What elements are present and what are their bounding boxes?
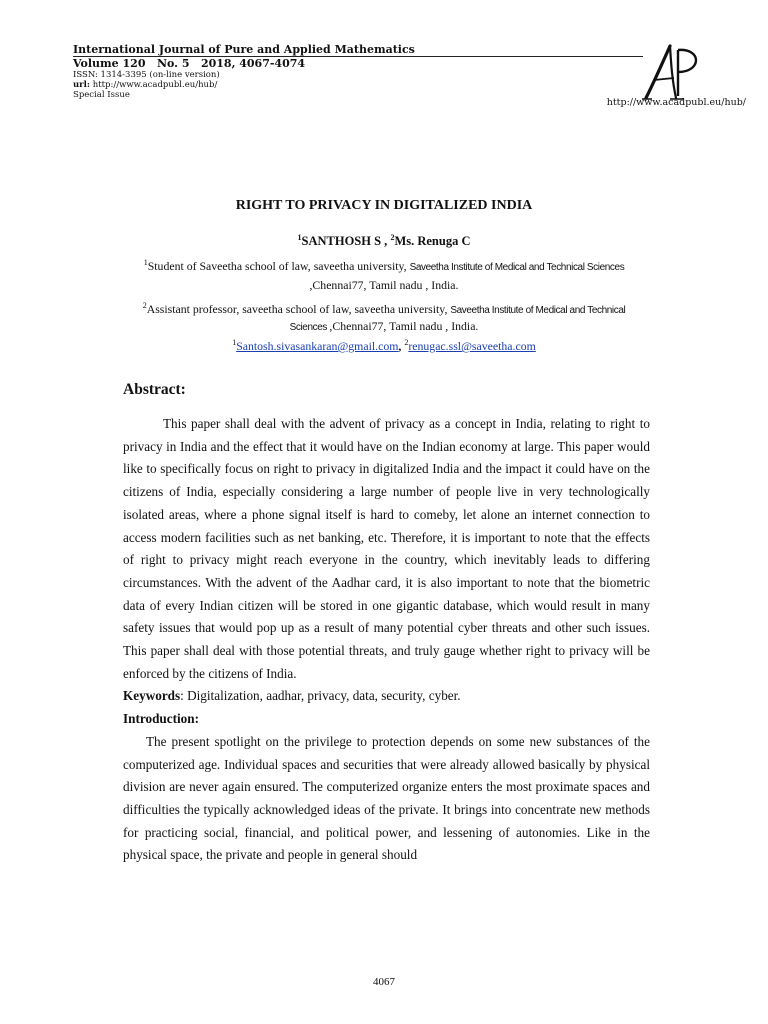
aff2-sup: 2: [142, 301, 147, 310]
email1-link[interactable]: Santosh.sivasankaran@gmail.com: [236, 338, 399, 353]
aff1-text: Student of Saveetha school of law, saveetha university,: [147, 258, 410, 273]
aff1-sup: 1: [143, 258, 148, 267]
publisher-logo-icon: [640, 42, 704, 102]
aff2-city: ,Chennai77, Tamil nadu , India.: [329, 319, 479, 333]
email2-sup: 2: [404, 338, 409, 347]
email-separator: ,: [398, 338, 405, 353]
aff2-text: Assistant professor, saveetha school of law, saveetha university,: [146, 301, 451, 316]
body-text: [123, 413, 650, 867]
abstract-text: This paper shall deal with the advent of privacy as a concept in India, relating to right to privacy in India and the effect that it would have on the Indian economy at large. This paper would like to specifically focus on right to privacy in digitalized India and the impact it could have on the citizens of India, especially considering a large number of people live in very technologically isolated areas, where a phone signal itself is hard to comeby, let alone an internet connection to access modern facilities such as net banking, etc. Therefore, it is important to note that the effects of right to privacy might reach everyone in the country, which inevitably leads to differing circumstances. With the advent of the Aadhar card, it is also important to note that the biometric data of every Indian citizen will be stored in one gigantic database, which would result in many safety issues that would pop up as a result of many potential cyber threats and other such issues. This paper shall deal with those potential threats, and truly gauge whether right to privacy will be enforced by the citizens of India.: [123, 416, 650, 681]
header-url[interactable]: http://www.acadpubl.eu/hub/: [606, 97, 746, 108]
abstract-heading: Abstract:: [123, 381, 186, 398]
journal-name: International Journal of Pure and Applied Mathematics: [73, 43, 415, 56]
author1-sup: 1: [297, 233, 302, 242]
affiliation-1-line-2: ,Chennai77, Tamil nadu , India.: [309, 278, 459, 292]
header-rule: [73, 56, 643, 57]
journal-url[interactable]: http://www.acadpubl.eu/hub/: [92, 80, 218, 90]
email1-sup: 1: [232, 338, 237, 347]
introduction-text: The present spotlight on the privilege to protection depends on some new substances of the computerized age. Individual spaces and securities that were already allowed basically by physical division are never again ensured. The computerized organize enters the most proximate spaces and difficulties the typically acknowledged ideas of the private. It brings into concentrate new methods for practicing social, financial, and political power, and lessening of autonomies. Like in the physical space, the private and people in general should: [123, 733, 650, 863]
aff2-sciences: Sciences: [289, 322, 330, 333]
journal-issue-type: Special Issue: [73, 90, 130, 100]
paper-title: RIGHT TO PRIVACY IN DIGITALIZED INDIA: [235, 198, 533, 213]
page-number: 4067: [373, 976, 395, 988]
journal-volume: Volume 120 No. 5 2018, 4067-4074: [73, 57, 306, 70]
keywords-label: Keywords: [123, 688, 181, 704]
author-line: [0, 233, 768, 249]
keywords-text: : Digitalization, aadhar, privacy, data, security, cyber.: [180, 688, 461, 704]
journal-header: [73, 43, 643, 100]
aff1-institute: Saveetha Institute of Medical and Technical Sciences: [409, 261, 625, 273]
keywords: [123, 685, 650, 708]
email2-link[interactable]: renugac.ssl@saveetha.com: [408, 338, 536, 353]
journal-url-line: [73, 80, 643, 90]
author2-sup: 2: [390, 233, 395, 242]
journal-issn: ISSN: 1314-3395 (on-line version): [73, 70, 220, 80]
author1: SANTHOSH S ,: [301, 234, 391, 249]
email-line: [0, 338, 768, 354]
introduction-heading: Introduction:: [123, 711, 199, 727]
affiliation-2-line-2: [0, 315, 768, 339]
journal-url-label: url:: [73, 80, 91, 90]
aff2-institute: Saveetha Institute of Medical and Technical: [450, 304, 626, 316]
author2: Ms. Renuga C: [394, 234, 471, 249]
